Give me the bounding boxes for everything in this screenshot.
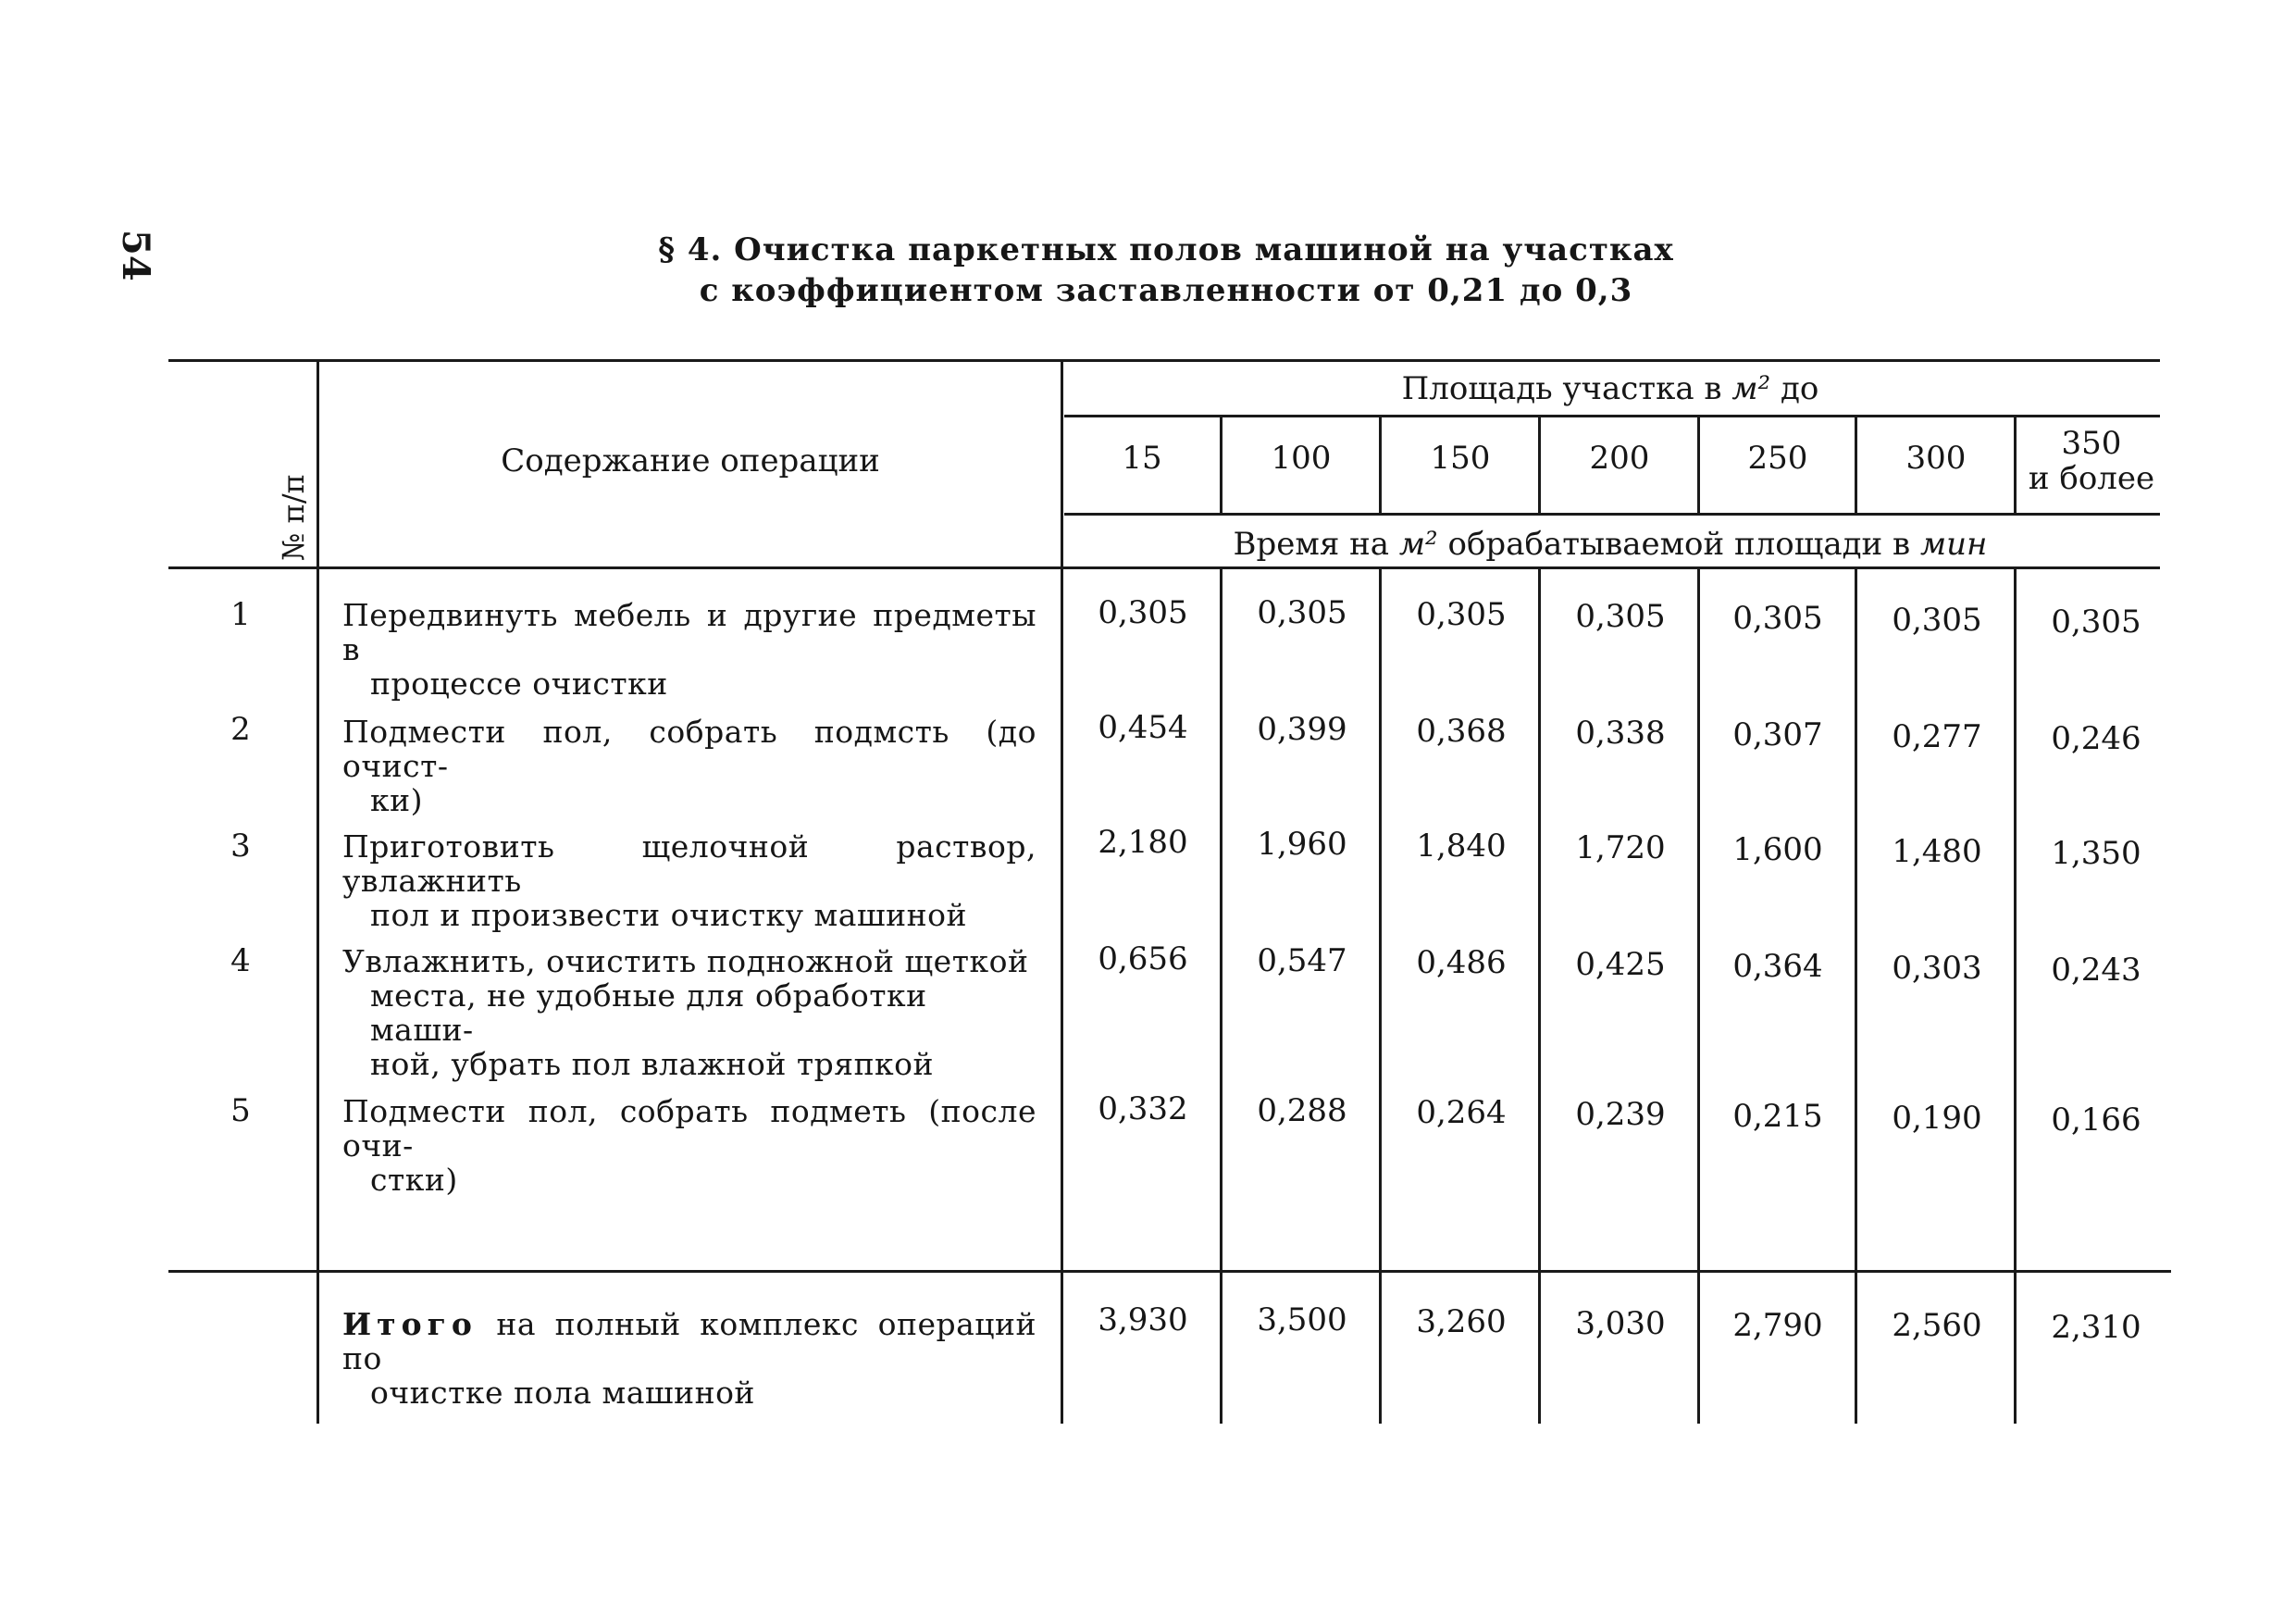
header-area — [1064, 370, 2156, 407]
total-label-rest: на полный комплекс операций по — [342, 1306, 1036, 1376]
columns-header-rule — [1064, 513, 2160, 516]
column-header-100: 100 — [1271, 440, 1332, 477]
row-4-number: 4 — [230, 942, 251, 979]
column-header-200: 200 — [1589, 440, 1650, 477]
body-col-divider-1 — [1220, 566, 1222, 1424]
row-4-value-250: 0,364 — [1732, 948, 1823, 985]
section-title — [555, 230, 1777, 311]
col-divider-operation — [1061, 359, 1063, 1424]
row-2-value-250: 0,307 — [1732, 716, 1823, 753]
total-operation-line-2: очистке пола машиной — [370, 1375, 755, 1411]
row-4-value-150: 0,486 — [1416, 944, 1507, 981]
row-1-operation-line-2: процессе очистки — [370, 666, 668, 702]
body-col-divider-6 — [2014, 566, 2017, 1424]
row-2-value-150: 0,368 — [1416, 713, 1507, 750]
row-3-value-350: 1,350 — [2051, 835, 2141, 872]
table-top-rule — [168, 359, 2160, 362]
row-2-number: 2 — [230, 711, 251, 748]
body-col-divider-3 — [1538, 566, 1541, 1424]
total-value-250: 2,790 — [1732, 1307, 1823, 1344]
row-4-operation — [342, 944, 1036, 1081]
total-value-350: 2,310 — [2051, 1309, 2141, 1346]
total-top-rule — [168, 1270, 2171, 1273]
column-header-150: 150 — [1430, 440, 1491, 477]
header-operation: Содержание операции — [501, 442, 880, 479]
total-operation-line-1 — [342, 1307, 1036, 1375]
header-area-prefix: Площадь участка в — [1401, 370, 1732, 407]
total-value-100: 3,500 — [1257, 1301, 1347, 1338]
body-col-divider-2 — [1379, 566, 1382, 1424]
row-5-operation-line-1: Подмести пол, собрать подметь (после очи- — [342, 1093, 1036, 1164]
header-number: № п/п — [276, 474, 311, 561]
row-4-value-100: 0,547 — [1257, 942, 1347, 979]
col-divider-1 — [1220, 415, 1222, 513]
row-2-value-350: 0,246 — [2051, 720, 2141, 757]
body-col-divider-4 — [1697, 566, 1700, 1424]
row-3-operation-line-1: Приготовить щелочной раствор, увлажнить — [342, 828, 1036, 899]
row-1-operation — [342, 598, 1036, 701]
row-1-value-350: 0,305 — [2051, 604, 2141, 641]
body-col-divider-5 — [1855, 566, 1857, 1424]
header-time — [1064, 526, 2156, 563]
header-bottom-rule — [168, 566, 2160, 569]
row-4-value-15: 0,656 — [1098, 940, 1188, 977]
row-5-value-250: 0,215 — [1732, 1098, 1823, 1135]
total-label-bold: Итого — [342, 1306, 478, 1342]
col-divider-3 — [1538, 415, 1541, 513]
row-4-value-200: 0,425 — [1575, 946, 1666, 983]
row-5-value-300: 0,190 — [1892, 1100, 1982, 1137]
row-3-value-150: 1,840 — [1416, 828, 1507, 865]
row-2-value-15: 0,454 — [1098, 709, 1188, 746]
row-2-operation-line-2: ки) — [370, 782, 423, 818]
header-time-prefix: Время на — [1233, 526, 1399, 563]
column-header-350-value: 350 — [2061, 425, 2122, 462]
row-1-value-15: 0,305 — [1098, 594, 1188, 631]
header-time-unit: мин — [1919, 526, 1988, 563]
header-area-suffix: до — [1770, 370, 1819, 407]
row-5-value-200: 0,239 — [1575, 1096, 1666, 1133]
row-5-operation-line-2: стки) — [370, 1162, 458, 1198]
total-value-200: 3,030 — [1575, 1305, 1666, 1342]
col-divider-6 — [2014, 415, 2017, 513]
page-number: 54 — [114, 230, 157, 281]
column-header-250: 250 — [1747, 440, 1808, 477]
column-header-300: 300 — [1905, 440, 1967, 477]
row-3-value-250: 1,600 — [1732, 831, 1823, 868]
header-time-middle: обрабатываемой площади в — [1437, 526, 1920, 563]
col-divider-number — [316, 359, 319, 1424]
row-2-value-100: 0,399 — [1257, 711, 1347, 748]
row-3-operation — [342, 829, 1036, 932]
row-3-value-100: 1,960 — [1257, 826, 1347, 863]
row-5-operation — [342, 1094, 1036, 1197]
row-1-value-200: 0,305 — [1575, 598, 1666, 635]
row-4-operation-line-2: места, не удобные для обработки маши- — [370, 977, 927, 1048]
column-header-15: 15 — [1122, 440, 1162, 477]
total-operation — [342, 1307, 1036, 1410]
column-header-350 — [2017, 426, 2166, 496]
area-header-rule — [1064, 415, 2160, 417]
row-5-value-15: 0,332 — [1098, 1090, 1188, 1127]
section-title-line-1: § 4. Очистка паркетных полов машиной на участках — [658, 231, 1674, 268]
row-5-value-100: 0,288 — [1257, 1092, 1347, 1129]
row-5-number: 5 — [230, 1092, 251, 1129]
header-area-unit: м² — [1731, 370, 1771, 407]
row-2-value-200: 0,338 — [1575, 715, 1666, 752]
row-5-value-150: 0,264 — [1416, 1094, 1507, 1131]
row-5-value-350: 0,166 — [2051, 1101, 2141, 1139]
row-3-number: 3 — [230, 828, 251, 865]
row-1-value-300: 0,305 — [1892, 602, 1982, 639]
total-value-150: 3,260 — [1416, 1303, 1507, 1340]
row-2-value-300: 0,277 — [1892, 718, 1982, 755]
column-header-350-suffix: и более — [2028, 460, 2155, 497]
row-4-value-350: 0,243 — [2051, 952, 2141, 989]
row-2-operation — [342, 715, 1036, 817]
section-title-line-2: с коэффициентом заставленности от 0,21 до 0,3 — [699, 272, 1633, 309]
row-2-operation-line-1: Подмести пол, собрать подмсть (до очист- — [342, 714, 1036, 784]
row-1-value-250: 0,305 — [1732, 600, 1823, 637]
row-4-operation-line-3: ной, убрать пол влажной тряпкой — [370, 1046, 935, 1082]
header-time-area-unit: м² — [1398, 526, 1438, 563]
row-1-number: 1 — [230, 596, 251, 633]
col-divider-2 — [1379, 415, 1382, 513]
row-1-value-150: 0,305 — [1416, 596, 1507, 633]
row-1-value-100: 0,305 — [1257, 594, 1347, 631]
total-value-15: 3,930 — [1098, 1301, 1188, 1338]
row-1-operation-line-1: Передвинуть мебель и другие предметы в — [342, 597, 1036, 667]
col-divider-5 — [1855, 415, 1857, 513]
row-4-value-300: 0,303 — [1892, 950, 1982, 987]
row-4-operation-line-1: Увлажнить, очистить подножной щеткой — [342, 943, 1029, 979]
total-value-300: 2,560 — [1892, 1307, 1982, 1344]
row-3-operation-line-2: пол и произвести очистку машиной — [370, 897, 967, 933]
row-3-value-300: 1,480 — [1892, 833, 1982, 870]
col-divider-4 — [1697, 415, 1700, 513]
row-3-value-15: 2,180 — [1098, 824, 1188, 861]
row-3-value-200: 1,720 — [1575, 829, 1666, 866]
